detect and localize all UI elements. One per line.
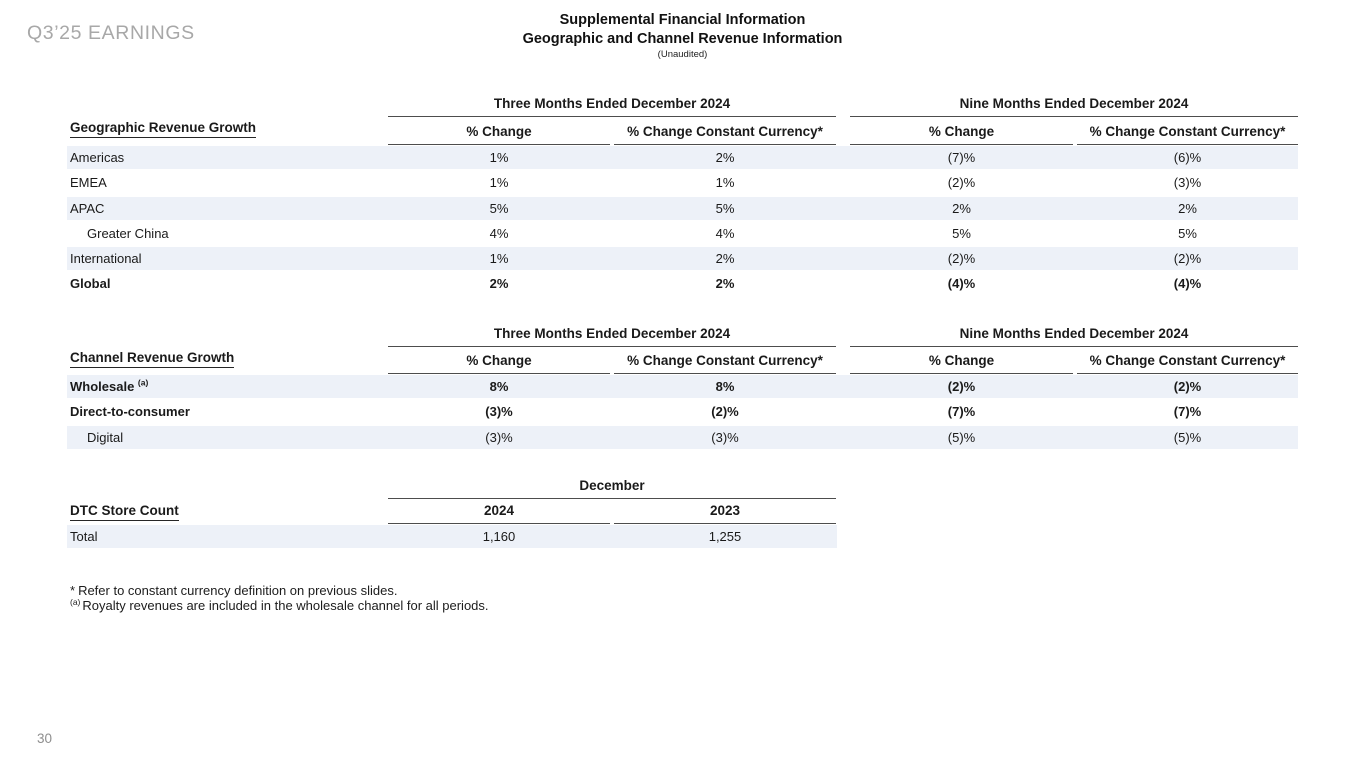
- footnote-constant-currency: [70, 583, 489, 598]
- value-cell: 2%: [715, 276, 735, 292]
- group-header-nine-months: Nine Months Ended December 2024: [850, 326, 1298, 347]
- value-cell: 1%: [489, 251, 509, 267]
- value-cell: 5%: [489, 200, 509, 216]
- footnote-royalty: [70, 598, 489, 613]
- title-line-2: Geographic and Channel Revenue Information: [522, 30, 843, 47]
- row-label: EMEA: [70, 175, 107, 191]
- value-cell: 1%: [715, 175, 735, 191]
- value-cell: (3)%: [1173, 175, 1202, 191]
- table-row: [67, 246, 1298, 271]
- value-cell: (3)%: [485, 429, 513, 445]
- value-cell: 2%: [715, 150, 735, 165]
- column-header-pct-change-9m: % Change: [850, 353, 1073, 374]
- value-cell: 1%: [489, 175, 509, 191]
- column-header-pct-change-cc-3m: % Change Constant Currency*: [614, 353, 836, 374]
- value-cell: (5)%: [1173, 429, 1202, 445]
- footnote-text: Royalty revenues are included in the wholesale channel for all periods.: [82, 598, 489, 613]
- value-cell: 8%: [489, 379, 509, 394]
- store-count-table-title: DTC Store Count: [70, 503, 179, 521]
- row-label: Greater China: [87, 225, 169, 241]
- table-row: [67, 170, 1298, 195]
- value-cell: 1%: [489, 150, 509, 165]
- row-label: Wholesale $^{(a)}$: [70, 377, 149, 394]
- table-row: [67, 425, 1298, 450]
- value-cell: (3)%: [711, 429, 739, 445]
- column-header-pct-change-3m: % Change: [388, 353, 610, 374]
- value-cell: 2%: [1178, 200, 1197, 216]
- value-cell: 5%: [1178, 225, 1197, 241]
- group-header-nine-months: Nine Months Ended December 2024: [850, 96, 1298, 117]
- column-header-pct-change-cc-9m: % Change Constant Currency*: [1077, 353, 1298, 374]
- value-cell: (7)%: [1173, 404, 1202, 420]
- value-cell: (7)%: [947, 150, 976, 165]
- table-row: [67, 196, 1298, 221]
- column-header-pct-change-3m: % Change: [388, 124, 610, 145]
- group-header-three-months: Three Months Ended December 2024: [388, 96, 836, 117]
- row-label: Total: [70, 529, 98, 544]
- value-cell: (2)%: [1173, 379, 1202, 394]
- value-cell: 8%: [715, 379, 735, 394]
- row-label-superscript: (a): [137, 377, 149, 388]
- value-cell: 1,160: [482, 529, 516, 544]
- value-cell: 4%: [489, 225, 509, 241]
- value-cell: (7)%: [947, 404, 976, 420]
- value-cell: (2)%: [947, 175, 976, 191]
- title-line-1: Supplemental Financial Information: [559, 12, 806, 28]
- column-header-2023: 2023: [614, 503, 836, 524]
- slide-section-label: Q3’25 EARNINGS: [27, 22, 195, 44]
- group-header-three-months: Three Months Ended December 2024: [388, 326, 836, 347]
- value-cell: 1,255: [708, 529, 742, 544]
- table-row: [67, 145, 1298, 170]
- footnote-marker: (a): [70, 596, 81, 607]
- column-header-pct-change-cc-3m: % Change Constant Currency*: [614, 124, 836, 145]
- table-row: [67, 374, 1298, 399]
- row-label: Digital: [87, 429, 124, 445]
- value-cell: 2%: [489, 276, 509, 292]
- table-row: [67, 271, 1298, 296]
- row-label: APAC: [70, 200, 105, 216]
- value-cell: 5%: [952, 225, 971, 241]
- value-cell: (4)%: [1173, 276, 1202, 292]
- value-cell: (2)%: [947, 379, 976, 394]
- value-cell: 2%: [715, 251, 735, 267]
- row-label: Direct-to-consumer: [70, 404, 190, 420]
- column-header-2024: 2024: [388, 503, 610, 524]
- value-cell: 5%: [715, 200, 735, 216]
- footnote-text: Refer to constant currency definition on previous slides.: [78, 583, 398, 598]
- row-label: Global: [70, 276, 111, 292]
- page-number: 30: [37, 731, 53, 746]
- value-cell: (5)%: [947, 429, 976, 445]
- store-count-table-rows: [67, 524, 837, 549]
- geographic-table-title: Geographic Revenue Growth: [70, 120, 256, 138]
- value-cell: 2%: [952, 200, 971, 216]
- value-cell: (6)%: [1173, 150, 1202, 165]
- slide-title: [0, 11, 1365, 62]
- table-row: [67, 524, 837, 549]
- channel-table-title: Channel Revenue Growth: [70, 350, 234, 368]
- geographic-table-rows: [67, 145, 1298, 297]
- value-cell: 4%: [715, 225, 735, 241]
- row-label: International: [70, 251, 142, 267]
- column-header-pct-change-cc-9m: % Change Constant Currency*: [1077, 124, 1298, 145]
- table-row: [67, 399, 1298, 424]
- title-unaudited: (Unaudited): [657, 49, 708, 60]
- value-cell: (2)%: [947, 251, 976, 267]
- group-header-december: December: [388, 478, 836, 499]
- value-cell: (4)%: [947, 276, 976, 292]
- value-cell: (2)%: [1173, 251, 1202, 267]
- column-header-pct-change-9m: % Change: [850, 124, 1073, 145]
- footnote-marker: *: [70, 583, 76, 598]
- channel-table-rows: [67, 374, 1298, 450]
- row-label: Americas: [70, 150, 125, 165]
- value-cell: (2)%: [711, 404, 739, 420]
- footnotes: [70, 583, 489, 613]
- table-row: [67, 221, 1298, 246]
- value-cell: (3)%: [485, 404, 513, 420]
